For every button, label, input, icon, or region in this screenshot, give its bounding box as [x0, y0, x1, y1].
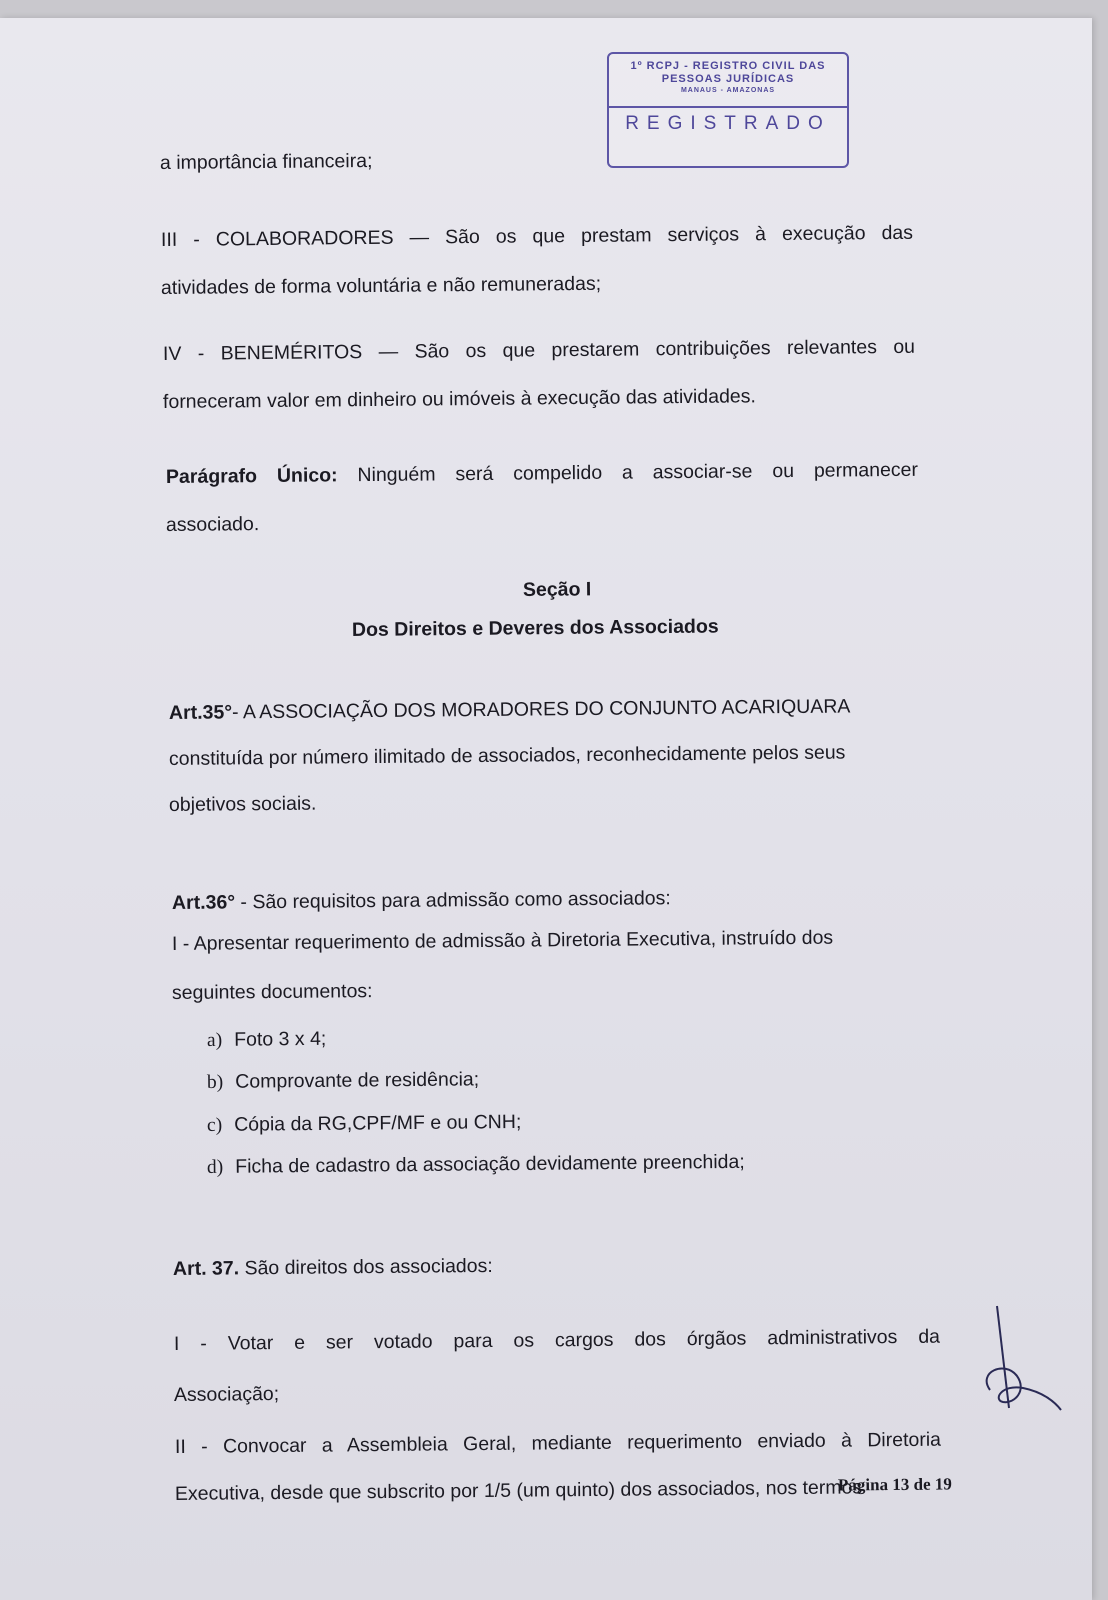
- list-item-letter: b): [206, 1071, 224, 1093]
- line-importancia: a importância financeira;: [159, 149, 373, 174]
- list-item: [207, 1068, 479, 1094]
- art35-line-1: [169, 695, 851, 725]
- paragrafo-unico-cont: associado.: [165, 513, 260, 536]
- line-benemeritos: IV - BENEMÉRITOS — São os que prestarem contribuições relevantes ou: [162, 335, 916, 365]
- line-benemeritos-cont: forneceram valor em dinheiro ou imóveis à execução das atividades.: [162, 385, 756, 413]
- paragrafo-unico-label: Parágrafo Único:: [165, 464, 338, 488]
- list-item-letter: a): [206, 1029, 223, 1051]
- list-item-letter: c): [206, 1114, 223, 1136]
- list-item-text: Comprovante de residência;: [235, 1068, 480, 1093]
- art36-item-i: I - Apresentar requerimento de admissão à Diretoria Executiva, instruído dos: [171, 926, 834, 955]
- art35-line-2: constituída por número ilimitado de associados, reconhecidamente pelos seus: [168, 741, 846, 770]
- list-item-letter: d): [206, 1156, 224, 1178]
- art35-label: Art.35°: [168, 701, 233, 724]
- list-item-text: Foto 3 x 4;: [234, 1027, 327, 1051]
- line-colaboradores: III - COLABORADORES — São os que prestam serviços à execução das: [160, 221, 914, 251]
- list-item: [207, 1151, 745, 1179]
- document-page: [0, 18, 1092, 1600]
- art35-line-3: objetivos sociais.: [168, 792, 317, 816]
- section-subtitle: Dos Direitos e Deveres dos Associados: [351, 615, 719, 641]
- art37-line-1: [173, 1255, 493, 1281]
- signature-mark: [985, 1298, 1092, 1438]
- art37-text-1: São direitos dos associados:: [238, 1254, 493, 1280]
- paragrafo-unico: [166, 459, 918, 489]
- list-item: [207, 1028, 327, 1052]
- registry-stamp: [607, 52, 849, 168]
- art37-item-ii-cont: Executiva, desde que subscrito por 1/5 (um quinto) dos associados, nos termos: [174, 1476, 863, 1505]
- list-item: [207, 1111, 522, 1137]
- paragrafo-unico-text: Ninguém será compelido a associar-se ou permanecer: [337, 458, 919, 487]
- art37-item-i-cont: Associação;: [173, 1382, 280, 1406]
- page-number: Página 13 de 19: [837, 1474, 952, 1495]
- list-item-text: Cópia da RG,CPF/MF e ou CNH;: [234, 1110, 522, 1136]
- art36-label: Art.36°: [171, 891, 236, 914]
- art36-text-1: - São requisitos para admissão como associados:: [234, 887, 671, 914]
- art35-text-1: - A ASSOCIAÇÃO DOS MORADORES DO CONJUNTO ACARIQUARA: [231, 695, 851, 724]
- art37-item-i: I - Votar e ser votado para os cargos dos órgãos administrativos da: [173, 1325, 941, 1355]
- stamp-line-3: MANAUS - AMAZONAS: [680, 87, 776, 94]
- stamp-line-1: 1º RCPJ - REGISTRO CIVIL DAS: [630, 60, 826, 72]
- line-colaboradores-cont: atividades de forma voluntária e não remuneradas;: [160, 272, 602, 299]
- stamp-line-2: PESSOAS JURÍDICAS: [661, 73, 795, 85]
- stamp-registered: REGISTRADO: [609, 106, 847, 135]
- art36-item-i-cont: seguintes documentos:: [171, 980, 373, 1004]
- art36-line-1: [172, 887, 671, 915]
- art37-label: Art. 37.: [172, 1257, 240, 1280]
- section-title: Seção I: [522, 578, 592, 601]
- art37-item-ii: II - Convocar a Assembleia Geral, mediante requerimento enviado à Diretoria: [174, 1428, 942, 1458]
- list-item-text: Ficha de cadastro da associação devidamente preenchida;: [235, 1150, 745, 1178]
